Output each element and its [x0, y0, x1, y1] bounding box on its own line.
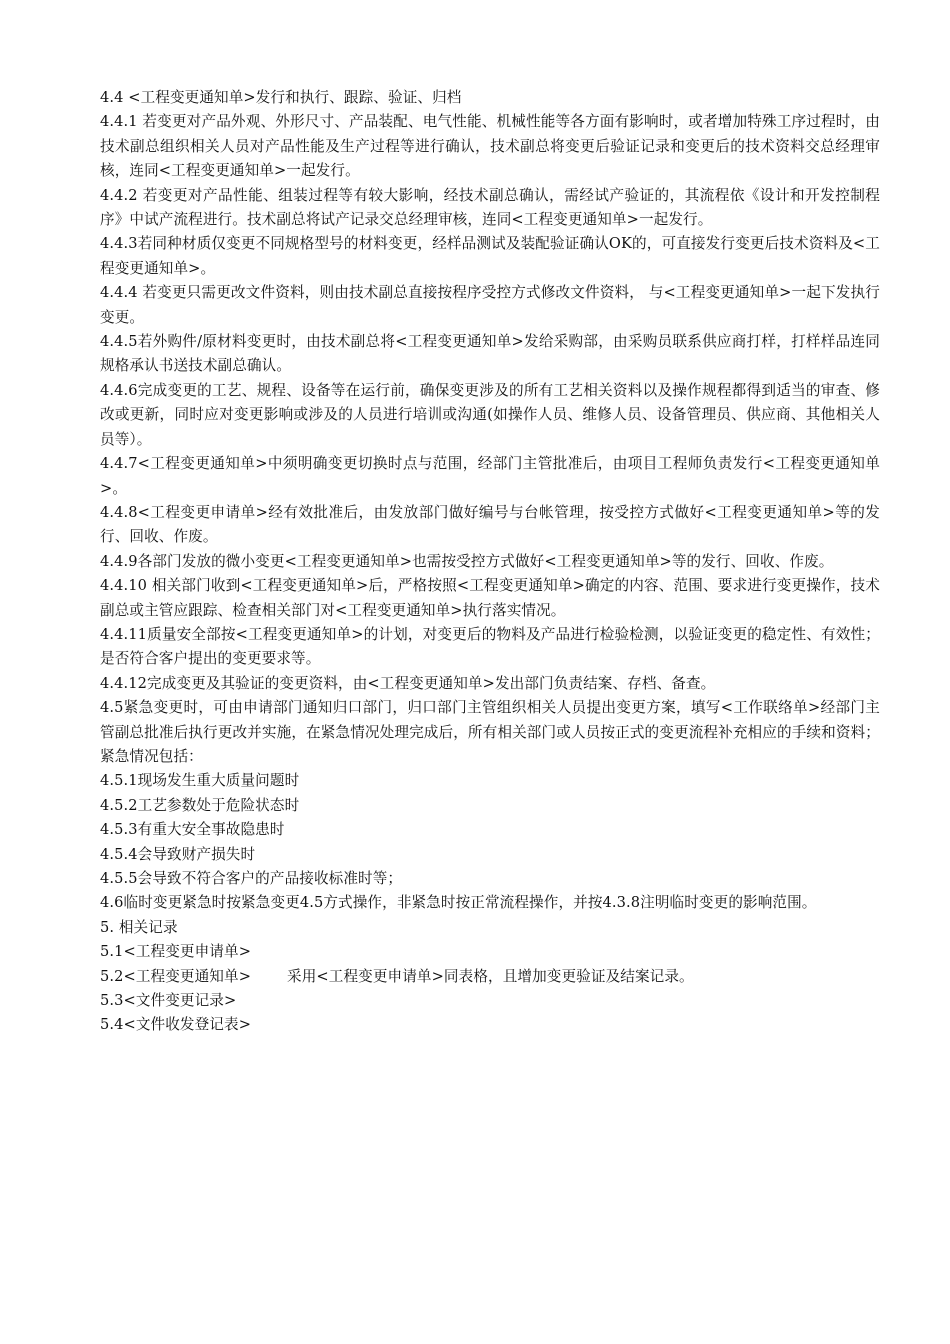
record-5-2-note: 采用<工程变更申请单>同表格，且增加变更验证及结案记录。	[287, 967, 694, 985]
document-body	[100, 86, 880, 1038]
clause-4-4-1: 4.4.1 若变更对产品外观、外形尺寸、产品装配、电气性能、机械性能等各方面有影响时，或者增加特殊工序过程时，由技术副总组织相关人员对产品性能及生产过程等进行确认，技术副总将变更后验证记录和变更后的技术资料交总经理审核，连同<工程变更通知单>一起发行。	[100, 113, 880, 180]
clause-4-4-11: 4.4.11质量安全部按<工程变更通知单>的计划，对变更后的物料及产品进行检验检测，以验证变更的稳定性、有效性；是否符合客户提出的变更要求等。	[100, 625, 880, 668]
record-5-3: 5.3<文件变更记录>	[100, 992, 237, 1010]
clause-4-4-3: 4.4.3若同种材质仅变更不同规格型号的材料变更，经样品测试及装配验证确认OK的，可直接发行变更后技术资料及<工程变更通知单>。	[100, 235, 880, 277]
section-heading-5: 5. 相关记录	[100, 918, 178, 936]
clause-4-4-2: 4.4.2 若变更对产品性能、组装过程等有较大影响，经技术副总确认，需经试产验证的，其流程依《设计和开发控制程序》中试产流程进行。技术副总将试产记录交总经理审核，连同<工程变更通知单>一起发行。	[100, 186, 880, 229]
record-5-2-label: 5.2<工程变更通知单>	[100, 967, 252, 985]
clause-4-4-4: 4.4.4 若变更只需更改文件资料，则由技术副总直接按程序受控方式修改文件资料， 与<工程变更通知单>一起下发执行变更。	[100, 284, 880, 326]
record-5-1: 5.1<工程变更申请单>	[100, 943, 252, 961]
clause-4-5-5: 4.5.5会导致不符合客户的产品接收标准时等；	[100, 870, 403, 887]
clause-4-5-1: 4.5.1现场发生重大质量问题时	[100, 772, 300, 790]
clause-4-5: 4.5紧急变更时，可由申请部门通知归口部门，归口部门主管组织相关人员提出变更方案，填写<工作联络单>经部门主管副总批准后执行更改并实施，在紧急情况处理完成后，所有相关部门或人员按正式的变更流程补充相应的手续和资料；紧急情况包括：	[100, 699, 880, 765]
clause-4-5-4: 4.5.4会导致财产损失时	[100, 845, 256, 863]
clause-4-4-7: 4.4.7<工程变更通知单>中须明确变更切换时点与范围，经部门主管批准后，由项目工程师负责发行<工程变更通知单>。	[100, 455, 880, 497]
clause-4-6: 4.6临时变更紧急时按紧急变更4.5方式操作，非紧急时按正常流程操作，并按4.3.8注明临时变更的影响范围。	[100, 894, 817, 912]
section-heading-4-4: 4.4 <工程变更通知单>发行和执行、跟踪、验证、归档	[100, 89, 462, 106]
clause-4-4-9: 4.4.9各部门发放的微小变更<工程变更通知单>也需按受控方式做好<工程变更通知单>等的发行、回收、作废。	[100, 552, 834, 570]
record-5-2	[100, 965, 880, 989]
record-5-4: 5.4<文件收发登记表>	[100, 1016, 252, 1034]
clause-4-5-2: 4.5.2工艺参数处于危险状态时	[100, 796, 300, 814]
clause-4-4-12: 4.4.12完成变更及其验证的变更资料，由<工程变更通知单>发出部门负责结案、存档、备查。	[100, 674, 716, 692]
clause-4-4-8: 4.4.8<工程变更申请单>经有效批准后，由发放部门做好编号与台帐管理，按受控方式做好<工程变更通知单>等的发行、回收、作废。	[100, 503, 880, 546]
clause-4-4-10: 4.4.10 相关部门收到<工程变更通知单>后，严格按照<工程变更通知单>确定的内容、范围、要求进行变更操作，技术副总或主管应跟踪、检查相关部门对<工程变更通知单>执行落实情况。	[100, 577, 880, 619]
clause-4-4-5: 4.4.5若外购件/原材料变更时，由技术副总将<工程变更通知单>发给采购部，由采购员联系供应商打样，打样样品连同规格承认书送技术副总确认。	[100, 333, 880, 375]
clause-4-5-3: 4.5.3有重大安全事故隐患时	[100, 821, 285, 839]
clause-4-4-6: 4.4.6完成变更的工艺、规程、设备等在运行前，确保变更涉及的所有工艺相关资料以及操作规程都得到适当的审查、修改或更新，同时应对变更影响或涉及的人员进行培训或沟通(如操作人员、维修人员、设备管理员、供应商、其他相关人员等）。	[100, 381, 880, 448]
